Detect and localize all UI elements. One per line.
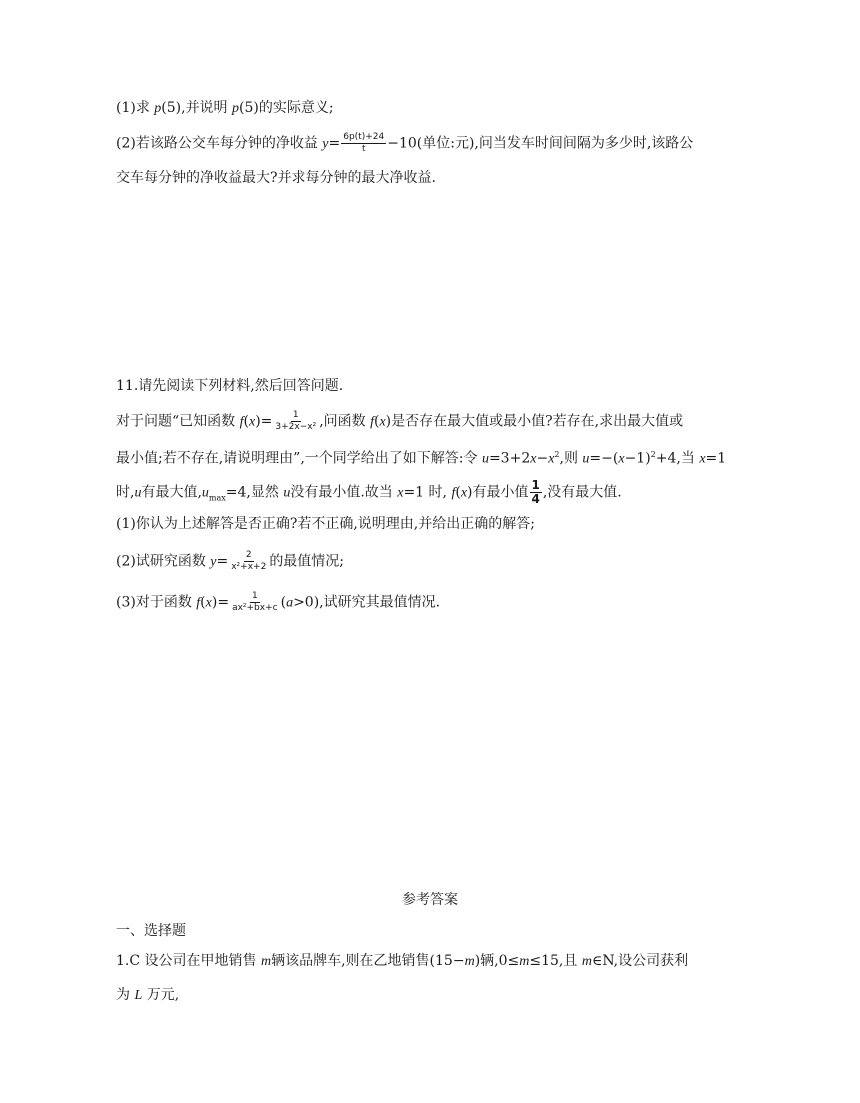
fraction — [229, 550, 268, 573]
problem-11-line1 — [116, 410, 683, 433]
text: =4,显然 — [225, 484, 284, 501]
superscript: 2 — [554, 450, 560, 459]
text: 没有最小值.故当 — [290, 484, 398, 501]
answers-section-1 — [116, 921, 186, 941]
fraction-numerator: 6p(t)+24 — [343, 132, 385, 142]
text: (2)试研究函数 — [116, 553, 211, 570]
answer-1-line1 — [116, 951, 688, 972]
text: )有最小值 — [467, 484, 529, 501]
fraction-denominator: 3+2x−x² — [275, 422, 317, 432]
text: (2)若该路公交车每分钟的净收益 — [116, 135, 323, 152]
text: 交车每分钟的净收益最大?并求每分钟的最大净收益. — [116, 170, 436, 186]
text: = — [216, 553, 229, 570]
var-x: x — [205, 595, 212, 611]
fraction-numerator: 1 — [531, 478, 540, 492]
q10-part2-cont — [116, 168, 436, 188]
text: ( — [373, 413, 380, 430]
var-m: m — [260, 954, 272, 969]
problem-11-line2 — [116, 445, 726, 470]
problem-11-q2 — [116, 550, 344, 573]
var-f: f — [370, 414, 374, 430]
var-L: L — [134, 988, 143, 1003]
var-x: x — [548, 451, 555, 467]
text: )= — [255, 413, 273, 430]
var-p: p — [232, 101, 240, 116]
var-x: x — [397, 485, 404, 501]
var-u: u — [201, 485, 209, 501]
var-m: m — [581, 954, 592, 969]
superscript: 2 — [650, 450, 656, 459]
fraction-numerator: 2 — [245, 550, 252, 560]
var-u: u — [283, 485, 291, 501]
text: 参考答案 — [402, 892, 458, 908]
var-y: y — [210, 554, 217, 570]
problem-11-q3 — [116, 591, 440, 614]
fraction-numerator: 1 — [251, 591, 258, 601]
text: ,则 — [559, 450, 583, 467]
text: 对于问题“已知函数 — [116, 413, 240, 430]
fraction-numerator: 1 — [292, 410, 299, 420]
text: =−( — [589, 450, 619, 467]
var-f: f — [239, 414, 244, 430]
fraction — [530, 479, 542, 506]
text: ( — [455, 484, 461, 501]
text: ∈N,设公司获利 — [591, 953, 689, 969]
text: 辆该品牌车,则在乙地销售(15− — [271, 953, 465, 969]
var-m: m — [519, 954, 530, 969]
text: >0),试研究其最值情况. — [293, 594, 441, 611]
text: −1) — [624, 450, 651, 467]
text: (3)对于函数 — [116, 594, 197, 611]
q10-part1 — [116, 98, 334, 119]
text: 1.C 设公司在甲地销售 — [116, 953, 261, 969]
answers-heading — [0, 890, 860, 910]
var-y: y — [322, 136, 329, 152]
text: 为 — [116, 987, 135, 1003]
text: ,问函数 — [319, 413, 371, 430]
fraction — [273, 410, 318, 433]
text: − — [536, 450, 549, 467]
problem-11-line3 — [116, 479, 622, 508]
text: −10(单位:元),问当发车时间间隔为多少时,该路公 — [387, 135, 694, 152]
text: (1)求 — [116, 100, 155, 116]
var-x: x — [379, 414, 386, 430]
var-f: f — [451, 485, 456, 501]
text: 有最大值, — [141, 484, 202, 501]
var-f: f — [196, 595, 201, 611]
var-x: x — [248, 414, 256, 430]
text: =3+2 — [488, 450, 531, 467]
text: )= — [211, 594, 230, 611]
text: ,没有最大值. — [542, 484, 622, 501]
text: )辆,0≤ — [474, 953, 520, 969]
fraction-denominator: 4 — [531, 492, 540, 506]
var-x: x — [530, 451, 537, 467]
text: 万元, — [142, 987, 180, 1003]
text: 一、选择题 — [116, 923, 186, 939]
fraction-denominator: t — [361, 144, 366, 154]
text: ( — [280, 594, 287, 611]
fraction — [230, 591, 280, 614]
text: )是否存在最大值或最小值?若存在,求出最大值或 — [385, 413, 684, 430]
text: 最小值;若不存在,请说明理由”,一个同学给出了如下解答:令 — [116, 450, 482, 467]
text: =1 — [705, 450, 727, 467]
text: +4,当 — [655, 450, 700, 467]
var-x: x — [460, 485, 468, 501]
answer-1-line2 — [116, 985, 179, 1006]
problem-11-title — [116, 376, 343, 396]
text: = — [328, 135, 341, 152]
text: ( — [243, 413, 249, 430]
var-u: u — [481, 451, 489, 467]
fraction — [341, 132, 386, 155]
var-u: u — [582, 451, 590, 467]
text: ≤15,且 — [529, 953, 582, 969]
var-a: a — [286, 595, 294, 611]
text: 11.请先阅读下列材料,然后回答问题. — [116, 378, 344, 394]
text: =1 时, — [403, 484, 452, 501]
fraction-denominator: x²+x+2 — [231, 562, 267, 572]
text: (5)的实际意义; — [239, 100, 334, 116]
text: 时, — [116, 484, 135, 501]
var-m: m — [464, 954, 475, 969]
var-x: x — [618, 451, 625, 467]
text: 的最值情况; — [269, 553, 345, 570]
subscript: max — [208, 493, 226, 503]
problem-11-q1 — [116, 514, 535, 534]
q10-part2 — [116, 132, 693, 155]
text: ( — [200, 594, 206, 611]
var-u: u — [134, 485, 142, 501]
var-x: x — [699, 451, 706, 467]
var-p: p — [154, 101, 162, 116]
text: (1)你认为上述解答是否正确?若不正确,说明理由,并给出正确的解答; — [116, 516, 535, 532]
text: (5),并说明 — [161, 100, 233, 116]
fraction-denominator: ax²+bx+c — [232, 603, 278, 613]
